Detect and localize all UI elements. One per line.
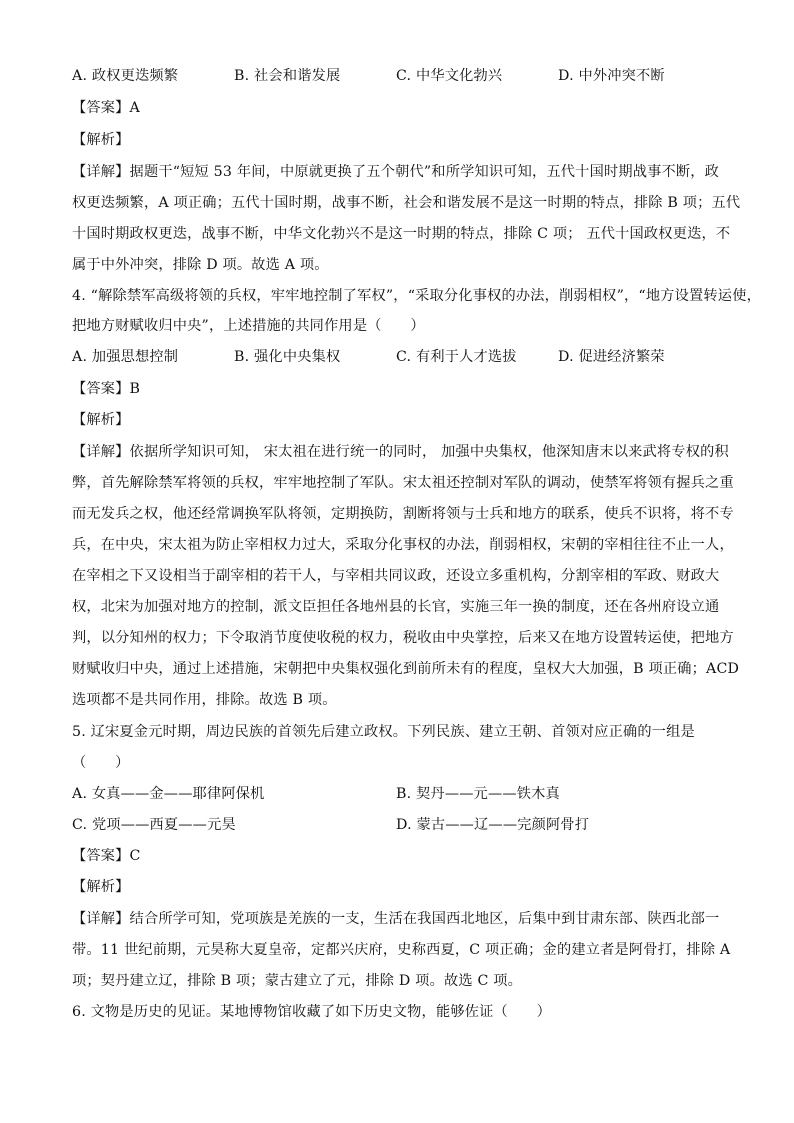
q4-detail-line: 【详解】依据所学知识可知， 宋太祖在进行统一的同时， 加强中央集权，他深知唐末以来武将专权的积 xyxy=(72,444,729,460)
q3-option-c: C. 中华文化勃兴 xyxy=(396,68,503,84)
q3-detail-line: 十国时期政权更迭，战事不断，中华文化勃兴不是这一时期的特点，排除 C 项； 五代十国政权更迭，不 xyxy=(72,226,731,242)
q5-stem-line: （ ） xyxy=(72,755,130,771)
q4-analysis-heading: 【解析】 xyxy=(72,412,130,428)
q3-analysis-heading: 【解析】 xyxy=(72,132,130,148)
q4-detail-line: 在宰相之下又设相当于副宰相的若干人，与宰相共同议政，还设立多重机构，分割宰相的军政、财政大 xyxy=(72,568,720,584)
q3-detail-line: 权更迭频繁，A 项正确；五代十国时期，战事不断，社会和谐发展不是这一时期的特点，排除 B 项；五代 xyxy=(72,195,741,211)
q5-option-b: B. 契丹——元——铁木真 xyxy=(396,786,560,802)
q4-detail-line: 选项都不是共同作用，排除。故选 B 项。 xyxy=(72,692,337,708)
q3-option-b: B. 社会和谐发展 xyxy=(234,68,341,84)
q5-detail-line: 项；契丹建立辽，排除 B 项；蒙古建立了元，排除 D 项。故选 C 项。 xyxy=(72,973,522,989)
q6-stem: 6. 文物是历史的见证。某地博物馆收藏了如下历史文物，能够佐证（ ） xyxy=(72,1004,552,1020)
q4-detail-line: 判，以分知州的权力；下令取消节度使收税的权力，税收由中央掌控，后来又在地方设置转运使，把地方 xyxy=(72,630,734,646)
q4-detail-line: 兵，在中央，宋太祖为防止宰相权力过大，采取分化事权的办法，削弱相权，宋朝的宰相往往不止一人， xyxy=(72,537,734,553)
q4-option-b: B. 强化中央集权 xyxy=(234,349,341,365)
q5-answer: 【答案】C xyxy=(72,848,141,864)
q4-option-c: C. 有利于人才选拔 xyxy=(396,349,517,365)
q4-option-a: A. 加强思想控制 xyxy=(72,349,179,365)
q5-detail-line: 带。11 世纪前期，元昊称大夏皇帝，定都兴庆府，史称西夏，C 项正确；金的建立者是阿骨打，排除 A xyxy=(72,942,731,958)
q3-answer: 【答案】A xyxy=(72,100,140,116)
q5-analysis-heading: 【解析】 xyxy=(72,879,130,895)
q4-detail-line: 弊，首先解除禁军将领的兵权，牢牢地控制了军队。宋太祖还控制对军队的调动，使禁军将领有握兵之重 xyxy=(72,475,734,491)
q4-stem-line: 4. “解除禁军高级将领的兵权，牢牢地控制了军权”，“采取分化事权的办法，削弱相权”，“地方设置转运使， xyxy=(72,288,761,304)
q4-detail-line: 权，北宋为加强对地方的控制，派文臣担任各地州县的长官，实施三年一换的制度，还在各州府设立通 xyxy=(72,599,720,615)
q3-detail-line: 【详解】据题干“短短 53 年间，中原就更换了五个朝代”和所学知识可知，五代十国时期战事不断，政 xyxy=(72,164,720,180)
q4-option-d: D. 促进经济繁荣 xyxy=(558,349,665,365)
q4-detail-line: 而无发兵之权，他还经常调换军队将领，定期换防，割断将领与士兵和地方的联系，使兵不识将，将不专 xyxy=(72,506,734,522)
q5-option-a: A. 女真——金——耶律阿保机 xyxy=(72,786,265,802)
q4-detail-line: 财赋收归中央，通过上述措施，宋朝把中央集权强化到前所未有的程度，皇权大大加强，B 项正确；ACD xyxy=(72,661,740,677)
q4-stem-line: 把地方财赋收归中央”，上述措施的共同作用是（ ） xyxy=(72,318,425,334)
q5-option-d: D. 蒙古——辽——完颜阿骨打 xyxy=(396,817,590,833)
q4-answer: 【答案】B xyxy=(72,381,141,397)
q5-detail-line: 【详解】结合所学可知，党项族是羌族的一支，生活在我国西北地区，后集中到甘肃东部、陕西北部一 xyxy=(72,911,720,927)
q5-stem-line: 5. 辽宋夏金元时期，周边民族的首领先后建立政权。下列民族、建立王朝、首领对应正确的一组是 xyxy=(72,724,695,740)
q3-option-d: D. 中外冲突不断 xyxy=(558,68,665,84)
q3-option-a: A. 政权更迭频繁 xyxy=(72,68,179,84)
q5-option-c: C. 党项——西夏——元昊 xyxy=(72,817,236,833)
q3-detail-line: 属于中外冲突，排除 D 项。故选 A 项。 xyxy=(72,257,329,273)
